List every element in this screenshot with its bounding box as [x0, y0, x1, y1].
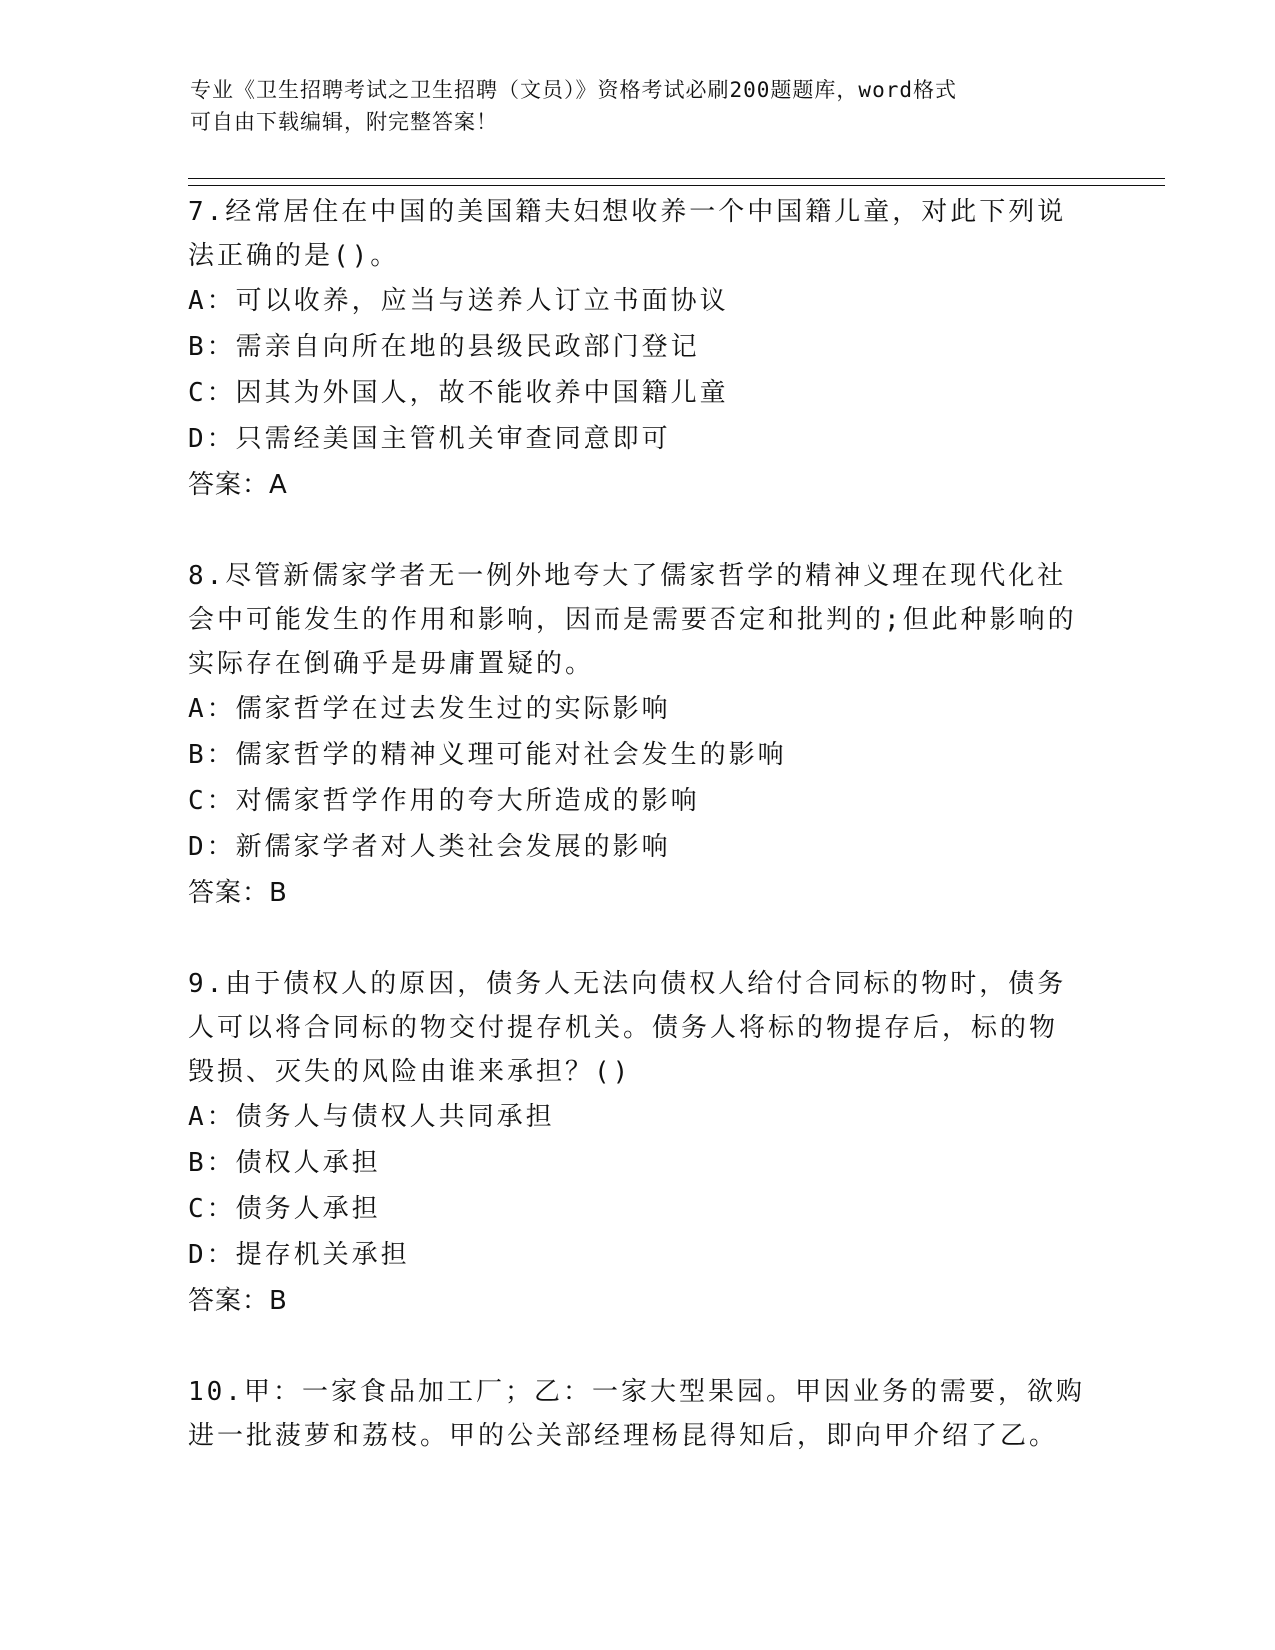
option-c: C：对儒家哲学作用的夸大所造成的影响 — [188, 786, 700, 816]
option-b: B：儒家哲学的精神义理可能对社会发生的影响 — [188, 740, 787, 770]
option-b: B：债权人承担 — [188, 1148, 381, 1178]
option-d: D：提存机关承担 — [188, 1240, 410, 1270]
question-stem-line: 进一批菠萝和荔枝。甲的公关部经理杨昆得知后，即向甲介绍了乙。 — [188, 1421, 1059, 1451]
question-spacer — [188, 508, 1088, 554]
option-a: A：儒家哲学在过去发生过的实际影响 — [188, 694, 671, 724]
answer-line: 答案：A — [188, 470, 288, 500]
option-c: C：债务人承担 — [188, 1194, 381, 1224]
question-8 — [188, 554, 1088, 916]
header-divider — [188, 178, 1165, 186]
document-header — [190, 74, 1090, 138]
option-b: B：需亲自向所在地的县级民政部门登记 — [188, 332, 700, 362]
header-line-1: 专业《卫生招聘考试之卫生招聘（文员）》资格考试必刷200题题库，word格式 — [190, 78, 957, 102]
question-9 — [188, 962, 1088, 1324]
option-a: A：可以收养，应当与送养人订立书面协议 — [188, 286, 729, 316]
question-stem — [188, 1370, 1088, 1458]
question-stem-line: 毁损、灭失的风险由谁来承担？() — [188, 1057, 632, 1087]
question-stem — [188, 962, 1088, 1094]
answer-line: 答案：B — [188, 1286, 288, 1316]
question-10 — [188, 1370, 1088, 1458]
question-spacer — [188, 1324, 1088, 1370]
document-body — [188, 190, 1088, 1458]
question-spacer — [188, 916, 1088, 962]
question-stem-line: 9.由于债权人的原因，债务人无法向债权人给付合同标的物时，债务 — [188, 969, 1067, 999]
question-stem-line: 10.甲：一家食品加工厂；乙：一家大型果园。甲因业务的需要，欲购 — [188, 1377, 1085, 1407]
header-line-2: 可自由下载编辑，附完整答案！ — [190, 110, 498, 134]
question-stem-line: 法正确的是()。 — [188, 241, 400, 271]
question-stem-line: 会中可能发生的作用和影响，因而是需要否定和批判的;但此种影响的 — [188, 605, 1077, 635]
question-stem-line: 实际存在倒确乎是毋庸置疑的。 — [188, 649, 595, 679]
question-7 — [188, 190, 1088, 508]
question-stem-line: 7.经常居住在中国的美国籍夫妇想收养一个中国籍儿童，对此下列说 — [188, 197, 1067, 227]
option-d: D：新儒家学者对人类社会发展的影响 — [188, 832, 671, 862]
option-d: D：只需经美国主管机关审查同意即可 — [188, 424, 671, 454]
option-a: A：债务人与债权人共同承担 — [188, 1102, 555, 1132]
question-stem — [188, 190, 1088, 278]
answer-line: 答案：B — [188, 878, 288, 908]
option-c: C：因其为外国人，故不能收养中国籍儿童 — [188, 378, 729, 408]
question-stem-line: 8.尽管新儒家学者无一例外地夸大了儒家哲学的精神义理在现代化社 — [188, 561, 1067, 591]
question-stem — [188, 554, 1088, 686]
question-stem-line: 人可以将合同标的物交付提存机关。债务人将标的物提存后，标的物 — [188, 1013, 1059, 1043]
